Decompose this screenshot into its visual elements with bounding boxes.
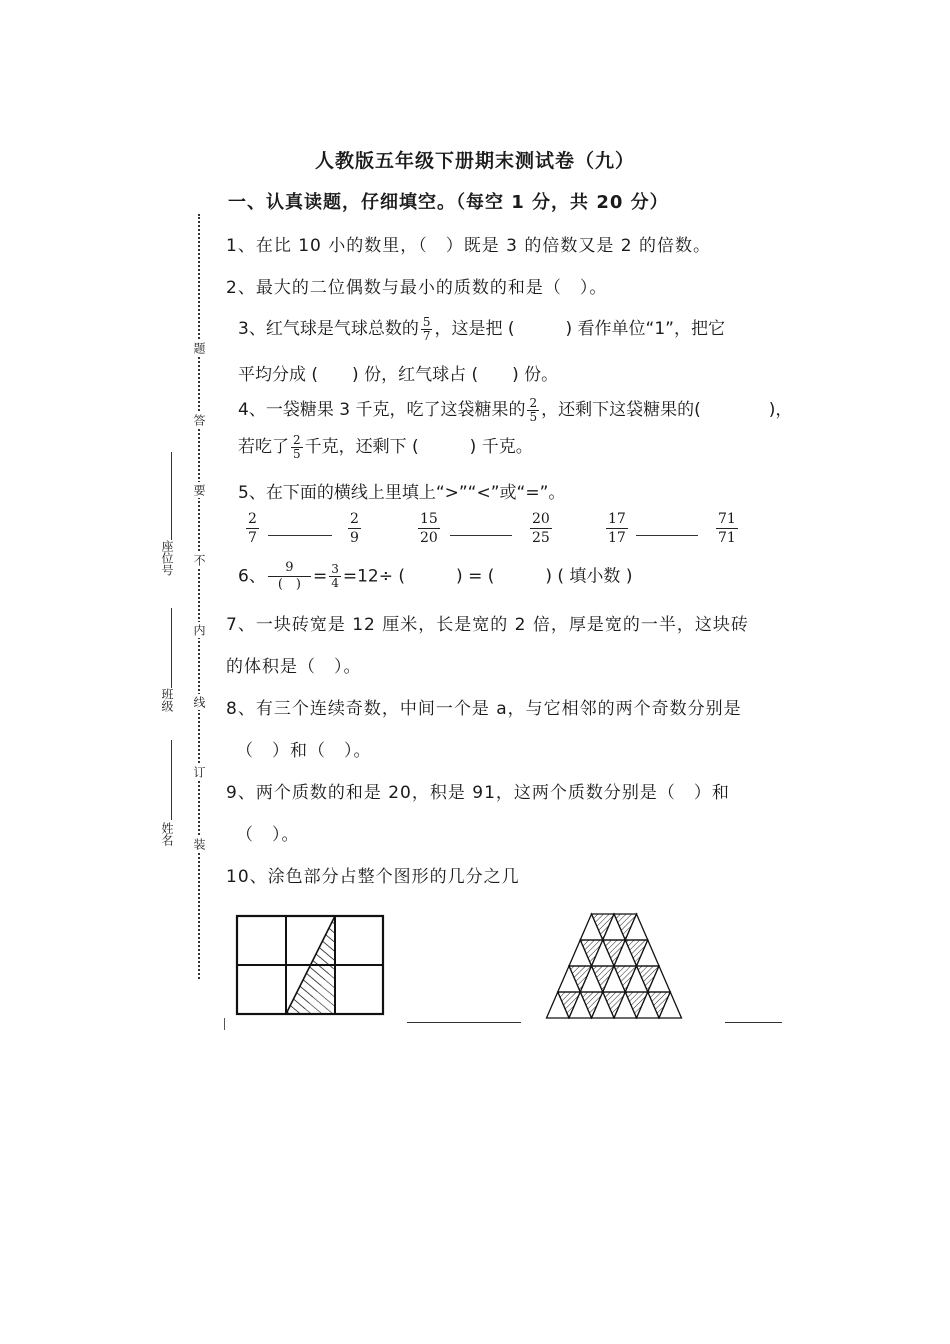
- fraction-9-blank: $\frac{9}{( )}$: [268, 560, 311, 593]
- binding-char: 内: [192, 624, 206, 636]
- binding-line: [198, 214, 200, 979]
- name-line[interactable]: [171, 740, 172, 820]
- question-4-line-2: [238, 432, 533, 461]
- fraction-5-7: $\frac{5}{7}$: [422, 314, 431, 343]
- question-7: 7、一块砖宽是 12 厘米，长是宽的 2 倍，厚是宽的一半，这块砖: [226, 615, 749, 635]
- compare-left-3: $\frac{17}{17}$: [608, 511, 626, 546]
- section-heading: 一、认真读题，仔细填空。（每空 1 分，共 20 分）: [228, 192, 669, 213]
- question-3-text-2: ，这是把 ( ) 看作单位“1”，把它: [434, 319, 725, 339]
- question-9-line-2: （ ）。: [236, 825, 300, 845]
- seat-number-label: 座位号: [160, 540, 174, 576]
- binding-char: 题: [192, 342, 206, 354]
- binding-char: 答: [192, 414, 206, 426]
- compare-blank-1[interactable]: [268, 535, 332, 536]
- question-4-line-2-text-2: 千克，还剩下 ( ) 千克。: [304, 437, 533, 457]
- binding-char: 不: [192, 554, 206, 566]
- compare-left-1: $\frac{2}{7}$: [248, 511, 257, 546]
- answer-blank-grid[interactable]: [407, 1022, 521, 1023]
- question-4-text: 4、一袋糖果 3 千克，吃了这袋糖果的: [238, 400, 526, 420]
- compare-right-1: $\frac{2}{9}$: [350, 511, 359, 546]
- compare-blank-3[interactable]: [636, 535, 698, 536]
- question-8-line-2: （ ）和（ ）。: [236, 741, 372, 761]
- class-label: 班级: [160, 688, 174, 712]
- question-3-text: 3、红气球是气球总数的: [238, 319, 419, 339]
- question-3-line-2: 平均分成 ( ) 份，红气球占 ( ) 份。: [238, 365, 559, 385]
- binding-char: 装: [192, 838, 206, 850]
- question-3: [238, 314, 725, 343]
- seat-number-line[interactable]: [171, 452, 172, 540]
- fraction-2-5: $\frac{2}{5}$: [529, 395, 538, 424]
- answer-blank-triangles[interactable]: [725, 1022, 782, 1023]
- question-6: [238, 560, 632, 593]
- question-9: 9、两个质数的和是 20，积是 91，这两个质数分别是（ ）和: [226, 783, 730, 803]
- question-4: [238, 395, 792, 424]
- compare-right-3: $\frac{71}{71}$: [718, 511, 736, 546]
- question-4-text-2: ，还剩下这袋糖果的( )，: [541, 400, 793, 420]
- fraction-3-4: $\frac{3}{4}$: [331, 562, 339, 590]
- question-4-line-2-text: 若吃了: [238, 437, 289, 457]
- binding-char: 线: [192, 696, 206, 708]
- binding-char: 订: [192, 766, 206, 778]
- margin-tick: [224, 1018, 225, 1030]
- question-1: 1、在比 10 小的数里，（ ）既是 3 的倍数又是 2 的倍数。: [226, 236, 712, 256]
- compare-right-2: $\frac{20}{25}$: [532, 511, 550, 546]
- fraction-2-5-kg: $\frac{2}{5}$: [293, 432, 301, 461]
- question-6-text: =12÷ ( ) = ( ) ( 填小数 ): [342, 566, 633, 587]
- question-8: 8、有三个连续奇数，中间一个是 a，与它相邻的两个奇数分别是: [226, 699, 742, 719]
- question-6-label: 6、: [238, 566, 266, 587]
- class-line[interactable]: [171, 608, 172, 688]
- name-label: 姓名: [160, 822, 174, 846]
- question-7-line-2: 的体积是（ ）。: [226, 657, 362, 677]
- binding-char: 要: [192, 484, 206, 496]
- grid-figure: [234, 913, 386, 1017]
- compare-left-2: $\frac{15}{20}$: [420, 511, 438, 546]
- question-10: 10、涂色部分占整个图形的几分之几: [226, 867, 520, 887]
- compare-blank-2[interactable]: [450, 535, 512, 536]
- equals-sign: =: [312, 566, 328, 587]
- page-title: 人教版五年级下册期末测试卷（九）: [314, 150, 635, 172]
- triangle-trapezoid-figure: [544, 911, 684, 1019]
- question-2: 2、最大的二位偶数与最小的质数的和是（ ）。: [226, 278, 608, 298]
- question-5: 5、在下面的横线上里填上“>”“<”或“=”。: [238, 483, 566, 503]
